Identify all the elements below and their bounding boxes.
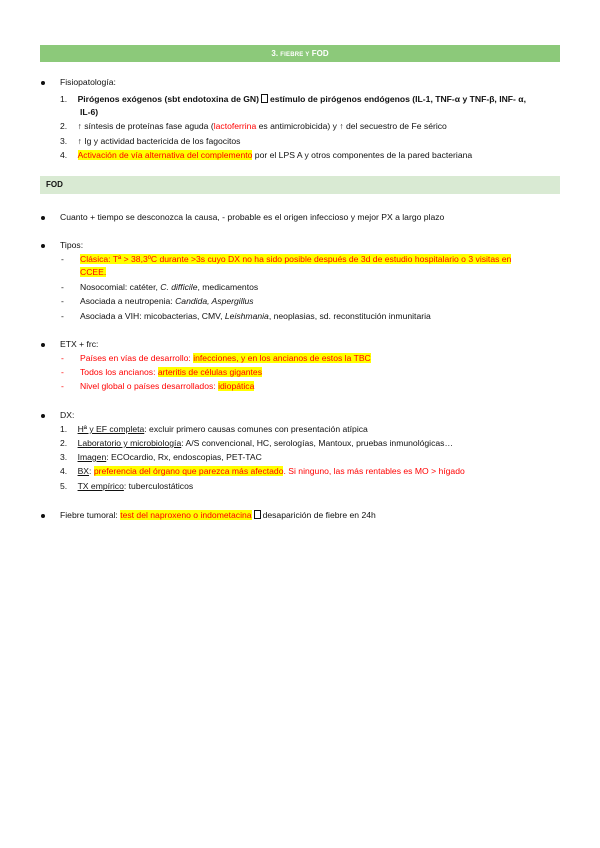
tipo-neutropenia: Asociada a neutropenia: Candida, Aspergillus xyxy=(80,296,254,306)
bullet-icon xyxy=(41,414,45,418)
etx-ancianos: Todos los ancianos: arteritis de células gigantes xyxy=(80,367,263,377)
bullet-icon xyxy=(41,244,45,248)
arrow-box-icon xyxy=(254,510,261,519)
fisio-item-1-cont: IL-6) xyxy=(80,107,99,117)
etx-heading: ETX + frc: xyxy=(60,339,99,349)
chapter-title: FOD xyxy=(311,49,329,58)
bullet-icon xyxy=(41,343,45,347)
dx-item-2: 2. Laboratorio y microbiología: A/S convencional, HC, serologías, Mantoux, pruebas inmunológicas… xyxy=(60,438,454,448)
bullet-icon xyxy=(41,81,45,85)
chapter-banner xyxy=(40,45,560,62)
fisio-item-3: 3. ↑ Ig y actividad bactericida de los fagocitos xyxy=(60,136,241,146)
chapter-number: 3. xyxy=(271,49,279,58)
cuanto-text: Cuanto + tiempo se desconozca la causa, - probable es el origen infeccioso y mejor PX a largo plazo xyxy=(60,212,445,222)
highlighted-text: Activación de vía alternativa del complemento xyxy=(77,150,253,160)
arrow-box-icon xyxy=(261,94,268,103)
tipo-vih: Asociada a VIH: micobacterias, CMV, Leishmania, neoplasias, sd. reconstitución inmunitaria xyxy=(80,311,431,321)
tipo-nosocomial: Nosocomial: catéter, C. difficile, medicamentos xyxy=(80,282,259,292)
fiebre-tumoral: Fiebre tumoral: test del naproxeno o indometacina desaparición de fiebre en 24h xyxy=(60,510,376,520)
up-arrow-icon: ↑ xyxy=(77,121,82,131)
document-page: 3. FIEBRE Y FOD Fisiopatología: 1. Pirógenos exógenos (sbt endotoxina de GN) estímulo de pirógenos endógenos (IL-1, TNF-α y TNF-β, INF- α, IL-6) 2. ↑ síntesis de proteínas fase aguda (lactoferrina es antimicrobicida) y ↑ del secuestro de Fe sérico 3. ↑ Ig y actividad bactericida de los fagocitos 4. Activación de vía alternativa del complemento por el LPS A y otros componentes de la pared bacteriana FOD Cuanto + tiempo se desconozca la causa, - probable es el origen infeccioso y mejor PX a largo plazo Tipos: - Clásica: Tª > 38,3ºC durante >3s cuyo DX no ha sido posible después de 3d de estudio hospitalario o 3 visitas en CCEE. - Nosocomial: catéter, C. difficile, medicamentos - Asociada a neutropenia: Candida, Aspergillus - Asociada a VIH: micobacterias, CMV, Leishmania, neoplasias, sd. reconstitución inmunitaria ETX + frc: - Países en vías de desarrollo: infecciones, y en los ancianos de estos la TBC - Todos los ancianos: arteritis de células gigantes - Nivel global o países desarrollados: idiopática DX: 1. Hª y EF completa: excluir primero causas comunes con presentación atípica 2. Laboratorio y microbiología: A/S convencional, HC, serologías, Mantoux, pruebas inmunológicas… 3. Imagen: ECOcardio, Rx, endoscopias, PET-TAC 4. BX: preferencia del órgano que parezca más afectado. Si ninguno, las más rentables es MO > hígado 5. TX empírico: tuberculostáticos Fiebre tumoral: test del naproxeno o indometacina desaparición de fiebre en 24h xyxy=(0,0,600,848)
etx-global: Nivel global o países desarrollados: idiopática xyxy=(80,381,255,391)
section-fod: FOD xyxy=(40,176,560,194)
bullet-icon xyxy=(41,216,45,220)
dx-item-3: 3. Imagen: ECOcardio, Rx, endoscopias, PET-TAC xyxy=(60,452,262,462)
fisio-item-4: 4. Activación de vía alternativa del complemento por el LPS A y otros componentes de la pared bacteriana xyxy=(60,150,473,160)
up-arrow-icon: ↑ xyxy=(339,121,344,131)
dx-item-4: 4. BX: preferencia del órgano que parezca más afectado. Si ninguno, las más rentables es MO > hígado xyxy=(60,466,465,476)
fisiopatologia-heading: Fisiopatología: xyxy=(60,77,116,87)
tipo-clasica: Clásica: Tª > 38,3ºC durante >3s cuyo DX no ha sido posible después de 3d de estudio hospitalario o 3 visitas en xyxy=(80,254,512,264)
dx-item-5: 5. TX empírico: tuberculostáticos xyxy=(60,481,194,491)
chapter-title-small: FIEBRE Y xyxy=(280,52,310,58)
bullet-icon xyxy=(41,514,45,518)
item-number: 1. xyxy=(60,94,68,104)
tipos-heading: Tipos: xyxy=(60,240,84,250)
fisio-item-1: 1. Pirógenos exógenos (sbt endotoxina de GN) estímulo de pirógenos endógenos (IL-1, TNF-α y TNF-β, INF- α, xyxy=(60,94,526,104)
dx-heading: DX: xyxy=(60,410,75,420)
dx-item-1: 1. Hª y EF completa: excluir primero causas comunes con presentación atípica xyxy=(60,424,368,434)
up-arrow-icon: ↑ xyxy=(77,136,82,146)
etx-paises: Países en vías de desarrollo: infecciones, y en los ancianos de estos la TBC xyxy=(80,353,371,363)
tipo-clasica-cont: CCEE. xyxy=(80,267,107,277)
fisio-item-2: 2. ↑ síntesis de proteínas fase aguda (lactoferrina es antimicrobicida) y ↑ del secuestro de Fe sérico xyxy=(60,121,447,131)
